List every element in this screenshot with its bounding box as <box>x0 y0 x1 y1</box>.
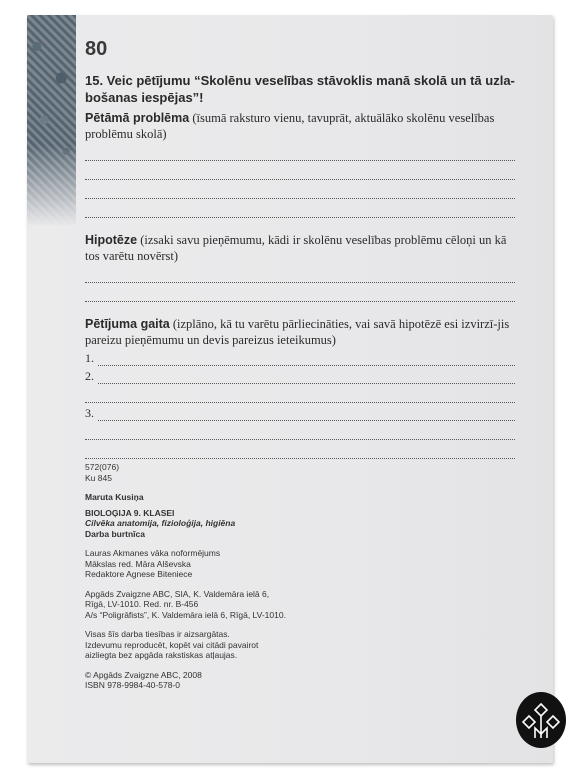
answer-line[interactable] <box>85 199 515 218</box>
publisher-line: Rīgā, LV-1010. Red. nr. B-456 <box>85 599 199 609</box>
art-editor-credit: Mākslas red. Māra Alševska <box>85 558 191 569</box>
class-code: 572(076) <box>85 462 120 472</box>
step-line-2[interactable] <box>85 366 515 384</box>
book-title: BIOLOĢIJA 9. KLASEI <box>85 507 175 518</box>
answer-line[interactable] <box>85 440 515 459</box>
task-content <box>85 72 515 459</box>
problem-prompt <box>85 110 515 142</box>
ku-code: Ku 845 <box>85 472 112 483</box>
answer-line[interactable] <box>85 161 515 180</box>
page-number: 80 <box>85 38 108 60</box>
book-subtitle: Cilvēka anatomija, fizioloģija, higiēna <box>85 518 236 528</box>
colophon <box>85 462 385 691</box>
procedure-instruction: (izplāno, kā tu varētu pārliecināties, vai savā hipotēzē esi izvirzī-jis pareizu pieņēmumu un devis pareizus ieteikumus) <box>85 317 510 347</box>
answer-line[interactable] <box>85 142 515 161</box>
hypothesis-heading: Hipotēze <box>85 233 138 247</box>
procedure-heading: Pētījuma gaita <box>85 317 170 331</box>
hypothesis-prompt <box>85 232 515 264</box>
rights-line: Visas šīs darba tiesības ir aizsargātas. <box>85 629 230 639</box>
dotted-line <box>98 408 515 421</box>
answer-line[interactable] <box>85 283 515 302</box>
ornament-diamond <box>547 716 559 728</box>
problem-section <box>85 110 515 218</box>
printer-line: A/s “Poligrāfists”, K. Valdemāra ielā 6, Rīgā, LV-1010. <box>85 609 286 620</box>
task-title: 15. Veic pētījumu “Skolēnu veselības stāvoklis manā skolā un tā uzla-bošanas iespējas”! <box>85 73 515 105</box>
isbn: ISBN 978-9984-40-578-0 <box>85 680 180 690</box>
answer-line[interactable] <box>85 421 515 440</box>
copyright: © Apgāds Zvaigzne ABC, 2008 <box>85 669 202 680</box>
dotted-line <box>98 353 515 366</box>
dotted-line <box>98 371 515 384</box>
step-number: 3. <box>85 406 94 420</box>
hypothesis-section <box>85 232 515 302</box>
ornament-icon <box>516 692 566 748</box>
cover-design-credit: Lauras Akmanes vāka noformējums <box>85 548 221 558</box>
author: Maruta Kusiņa <box>85 492 144 502</box>
problem-heading: Pētāmā problēma <box>85 111 190 125</box>
step-line-3[interactable] <box>85 403 515 421</box>
answer-line[interactable] <box>85 264 515 283</box>
book-type: Darba burtnīca <box>85 528 145 539</box>
rights-line: Izdevumu reproducēt, kopēt vai citādi pavairot <box>85 639 259 650</box>
hypothesis-instruction: (izsaki savu pieņēmumu, kādi ir skolēnu veselības problēmu cēloņi un kā tos varētu novērst) <box>85 233 507 263</box>
decorative-image-band <box>27 15 76 225</box>
workbook-page <box>27 15 553 763</box>
step-number: 1. <box>85 351 94 365</box>
answer-line[interactable] <box>85 384 515 403</box>
watermark-logo <box>516 692 566 748</box>
step-line-1[interactable] <box>85 348 515 366</box>
procedure-section <box>85 316 515 459</box>
problem-instruction: (īsumā raksturo vienu, tavuprāt, aktuālāko skolēnu veselības problēmu skolā) <box>85 111 495 141</box>
answer-line[interactable] <box>85 180 515 199</box>
editor-credit: Redaktore Agnese Bitenieсe <box>85 569 193 579</box>
rights-line: aizliegta bez apgāda rakstiskas atļaujas. <box>85 650 238 660</box>
step-number: 2. <box>85 369 94 383</box>
publisher-line: Apgāds Zvaigzne ABC, SIA, K. Valdemāra ielā 6, <box>85 588 270 599</box>
procedure-prompt <box>85 316 515 348</box>
ornament-diamond <box>523 716 535 728</box>
ornament-diamond <box>535 704 547 716</box>
